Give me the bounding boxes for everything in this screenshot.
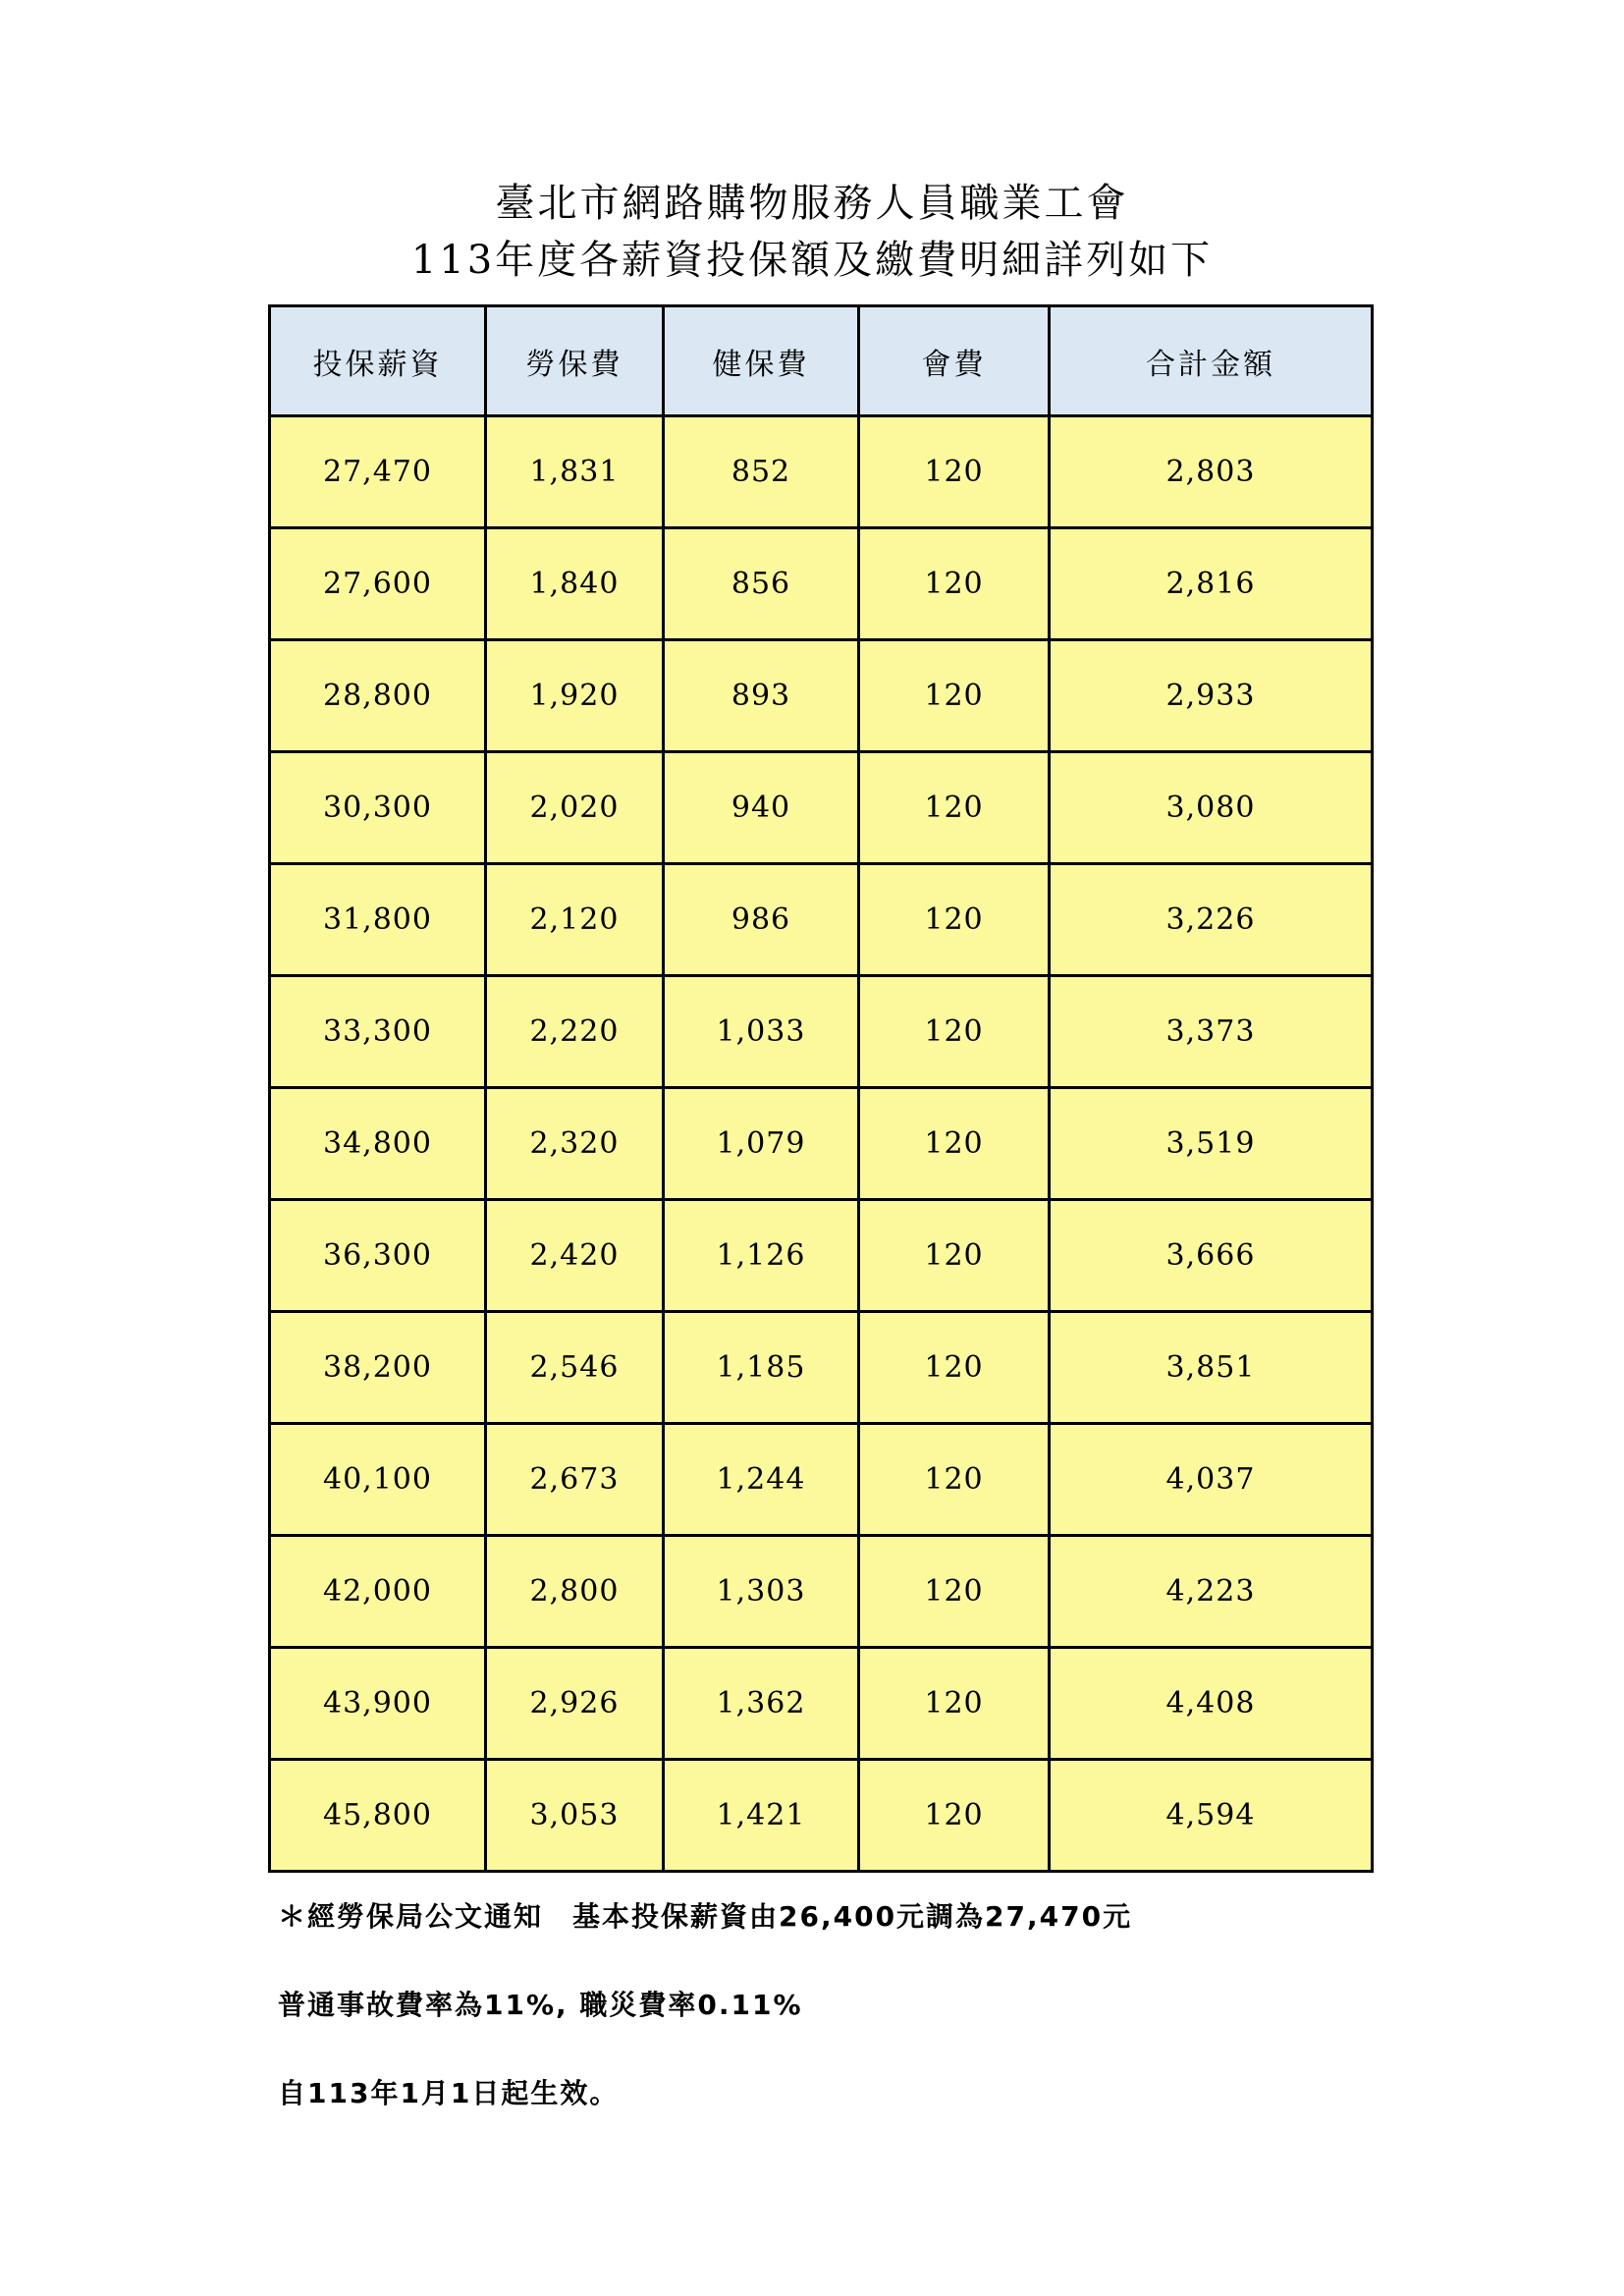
cell-labor-insurance: 2,926 (486, 1648, 664, 1760)
cell-insured-salary: 27,470 (270, 416, 486, 528)
title-line-1: 臺北市網路購物服務人員職業工會 (495, 181, 1129, 226)
table-row (270, 1648, 1373, 1760)
cell-health-insurance: 1,033 (664, 976, 859, 1088)
cell-total: 3,080 (1050, 752, 1373, 864)
cell-union-fee: 120 (859, 864, 1050, 976)
cell-total: 2,803 (1050, 416, 1373, 528)
table-row (270, 416, 1373, 528)
cell-total: 4,223 (1050, 1536, 1373, 1648)
note-effective-date: 自113年1月1日起生效。 (278, 2077, 620, 2109)
cell-labor-insurance: 2,220 (486, 976, 664, 1088)
cell-total: 3,851 (1050, 1312, 1373, 1424)
table-row (270, 1760, 1373, 1872)
cell-total: 2,933 (1050, 640, 1373, 752)
table-row (270, 1200, 1373, 1312)
document-title (0, 175, 1624, 289)
cell-health-insurance: 1,303 (664, 1536, 859, 1648)
cell-insured-salary: 31,800 (270, 864, 486, 976)
header-labor-insurance: 勞保費 (486, 306, 664, 416)
cell-union-fee: 120 (859, 1648, 1050, 1760)
table-header (270, 306, 1373, 416)
cell-insured-salary: 38,200 (270, 1312, 486, 1424)
header-health-insurance: 健保費 (664, 306, 859, 416)
cell-health-insurance: 856 (664, 528, 859, 640)
cell-health-insurance: 852 (664, 416, 859, 528)
cell-insured-salary: 42,000 (270, 1536, 486, 1648)
table-row (270, 528, 1373, 640)
cell-total: 3,519 (1050, 1088, 1373, 1200)
cell-insured-salary: 40,100 (270, 1424, 486, 1536)
cell-labor-insurance: 2,546 (486, 1312, 664, 1424)
note-notice: ＊經勞保局公文通知 基本投保薪資由26,400元調為27,470元 (278, 1900, 1133, 1933)
table-row (270, 864, 1373, 976)
cell-labor-insurance: 2,800 (486, 1536, 664, 1648)
cell-labor-insurance: 2,420 (486, 1200, 664, 1312)
table-row (270, 640, 1373, 752)
cell-insured-salary: 33,300 (270, 976, 486, 1088)
cell-total: 3,373 (1050, 976, 1373, 1088)
cell-total: 3,226 (1050, 864, 1373, 976)
cell-labor-insurance: 2,320 (486, 1088, 664, 1200)
cell-total: 3,666 (1050, 1200, 1373, 1312)
cell-health-insurance: 1,185 (664, 1312, 859, 1424)
cell-insured-salary: 36,300 (270, 1200, 486, 1312)
table-row (270, 1088, 1373, 1200)
cell-health-insurance: 1,079 (664, 1088, 859, 1200)
cell-union-fee: 120 (859, 1088, 1050, 1200)
cell-total: 4,594 (1050, 1760, 1373, 1872)
header-total: 合計金額 (1050, 306, 1373, 416)
table-row (270, 1312, 1373, 1424)
cell-insured-salary: 43,900 (270, 1648, 486, 1760)
cell-health-insurance: 986 (664, 864, 859, 976)
cell-health-insurance: 1,126 (664, 1200, 859, 1312)
table-row (270, 1536, 1373, 1648)
note-rates: 普通事故費率為11%, 職災費率0.11% (278, 1989, 803, 2021)
cell-insured-salary: 34,800 (270, 1088, 486, 1200)
header-union-fee: 會費 (859, 306, 1050, 416)
cell-total: 2,816 (1050, 528, 1373, 640)
cell-union-fee: 120 (859, 1424, 1050, 1536)
cell-labor-insurance: 1,831 (486, 416, 664, 528)
cell-union-fee: 120 (859, 976, 1050, 1088)
table-row (270, 1424, 1373, 1536)
cell-total: 4,408 (1050, 1648, 1373, 1760)
cell-health-insurance: 893 (664, 640, 859, 752)
table-row (270, 752, 1373, 864)
cell-labor-insurance: 2,673 (486, 1424, 664, 1536)
header-insured-salary: 投保薪資 (270, 306, 486, 416)
cell-union-fee: 120 (859, 1200, 1050, 1312)
cell-health-insurance: 1,421 (664, 1760, 859, 1872)
cell-union-fee: 120 (859, 752, 1050, 864)
cell-union-fee: 120 (859, 640, 1050, 752)
table-row (270, 976, 1373, 1088)
cell-union-fee: 120 (859, 1760, 1050, 1872)
cell-union-fee: 120 (859, 416, 1050, 528)
table-body (270, 416, 1373, 1872)
cell-insured-salary: 27,600 (270, 528, 486, 640)
cell-labor-insurance: 1,920 (486, 640, 664, 752)
cell-labor-insurance: 2,120 (486, 864, 664, 976)
cell-insured-salary: 30,300 (270, 752, 486, 864)
header-row (270, 306, 1373, 416)
cell-health-insurance: 940 (664, 752, 859, 864)
cell-labor-insurance: 2,020 (486, 752, 664, 864)
cell-labor-insurance: 3,053 (486, 1760, 664, 1872)
cell-union-fee: 120 (859, 1312, 1050, 1424)
cell-union-fee: 120 (859, 1536, 1050, 1648)
title-line-2: 113年度各薪資投保額及繳費明細詳列如下 (410, 238, 1214, 283)
cell-total: 4,037 (1050, 1424, 1373, 1536)
cell-union-fee: 120 (859, 528, 1050, 640)
cell-labor-insurance: 1,840 (486, 528, 664, 640)
fee-table (268, 304, 1374, 1873)
cell-health-insurance: 1,244 (664, 1424, 859, 1536)
cell-insured-salary: 45,800 (270, 1760, 486, 1872)
cell-health-insurance: 1,362 (664, 1648, 859, 1760)
cell-insured-salary: 28,800 (270, 640, 486, 752)
